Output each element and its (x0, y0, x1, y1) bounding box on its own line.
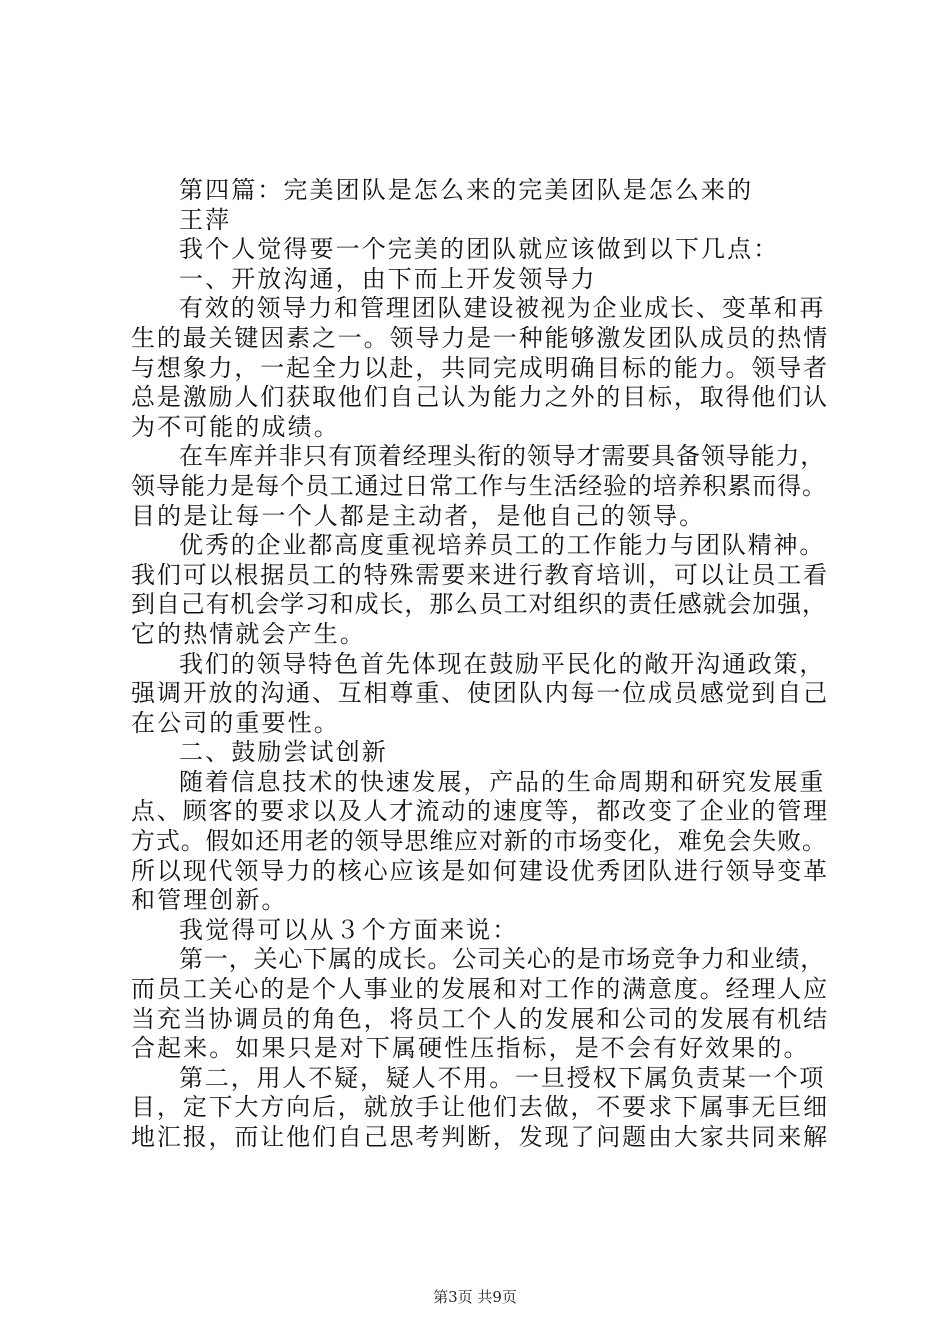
text-line: 有效的领导力和管理团队建设被视为企业成长、变革和再 (179, 294, 826, 323)
text-line: 目，定下大方向后，就放手让他们去做，不要求下属事无巨细 (131, 1093, 829, 1122)
text-line: 当充当协调员的角色，将员工个人的发展和公司的发展有机结 (131, 1004, 829, 1033)
text-line: 总是激励人们获取他们自己认为能力之外的目标，取得他们认 (131, 383, 829, 412)
text-line: 我们可以根据员工的特殊需要来进行教育培训，可以让员工看 (131, 560, 829, 589)
page-footer: 第3页 共9页 (433, 1288, 517, 1306)
text-line: 合起来。如果只是对下属硬性压指标，是不会有好效果的。 (131, 1034, 810, 1063)
text-line: 与想象力，一起全力以赴，共同完成明确目标的能力。领导者 (131, 353, 829, 382)
text-line: 随着信息技术的快速发展，产品的生命周期和研究发展重 (179, 767, 826, 796)
text-line: 二、鼓励尝试创新 (179, 738, 388, 767)
text-line: 所以现代领导力的核心应该是如何建设优秀团队进行领导变革 (131, 856, 829, 885)
text-line: 为不可能的成绩。 (131, 412, 340, 441)
document-body (131, 176, 831, 1153)
text-line: 第四篇：完美团队是怎么来的完美团队是怎么来的 (179, 176, 754, 204)
text-line: 它的热情就会产生。 (131, 619, 366, 648)
text-line: 王萍 (179, 205, 232, 234)
text-line: 点、顾客的要求以及人才流动的速度等，都改变了企业的管理 (131, 797, 829, 826)
text-line: 生的最关键因素之一。领导力是一种能够激发团队成员的热情 (131, 323, 829, 352)
text-line: 在车库并非只有顶着经理头衔的领导才需要具备领导能力， (179, 442, 826, 471)
text-line: 目的是让每一个人都是主动者，是他自己的领导。 (131, 501, 706, 530)
text-line: 第一，关心下属的成长。公司关心的是市场竞争力和业绩， (179, 945, 826, 974)
text-line: 第二，用人不疑，疑人不用。一旦授权下属负责某一个项 (179, 1063, 826, 1092)
text-line: 到自己有机会学习和成长，那么员工对组织的责任感就会加强， (131, 590, 827, 619)
text-line: 我觉得可以从３个方面来说： (179, 915, 519, 944)
text-line: 我们的领导特色首先体现在鼓励平民化的敞开沟通政策， (179, 649, 826, 678)
text-line: 我个人觉得要一个完美的团队就应该做到以下几点： (179, 235, 780, 264)
text-line: 领导能力是每个员工通过日常工作与生活经验的培养积累而得。 (131, 471, 827, 500)
text-line: 在公司的重要性。 (131, 708, 340, 737)
text-line: 方式。假如还用老的领导思维应对新的市场变化，难免会失败。 (131, 827, 827, 856)
text-line: 优秀的企业都高度重视培养员工的工作能力与团队精神。 (179, 531, 826, 560)
text-line: 一、开放沟通，由下而上开发领导力 (179, 264, 597, 293)
text-line: 地汇报，而让他们自己思考判断，发现了问题由大家共同来解 (131, 1123, 829, 1151)
text-line: 而员工关心的是个人事业的发展和对工作的满意度。经理人应 (131, 975, 829, 1004)
text-line: 强调开放的沟通、互相尊重、使团队内每一位成员感觉到自己 (131, 679, 829, 708)
text-line: 和管理创新。 (131, 886, 288, 915)
